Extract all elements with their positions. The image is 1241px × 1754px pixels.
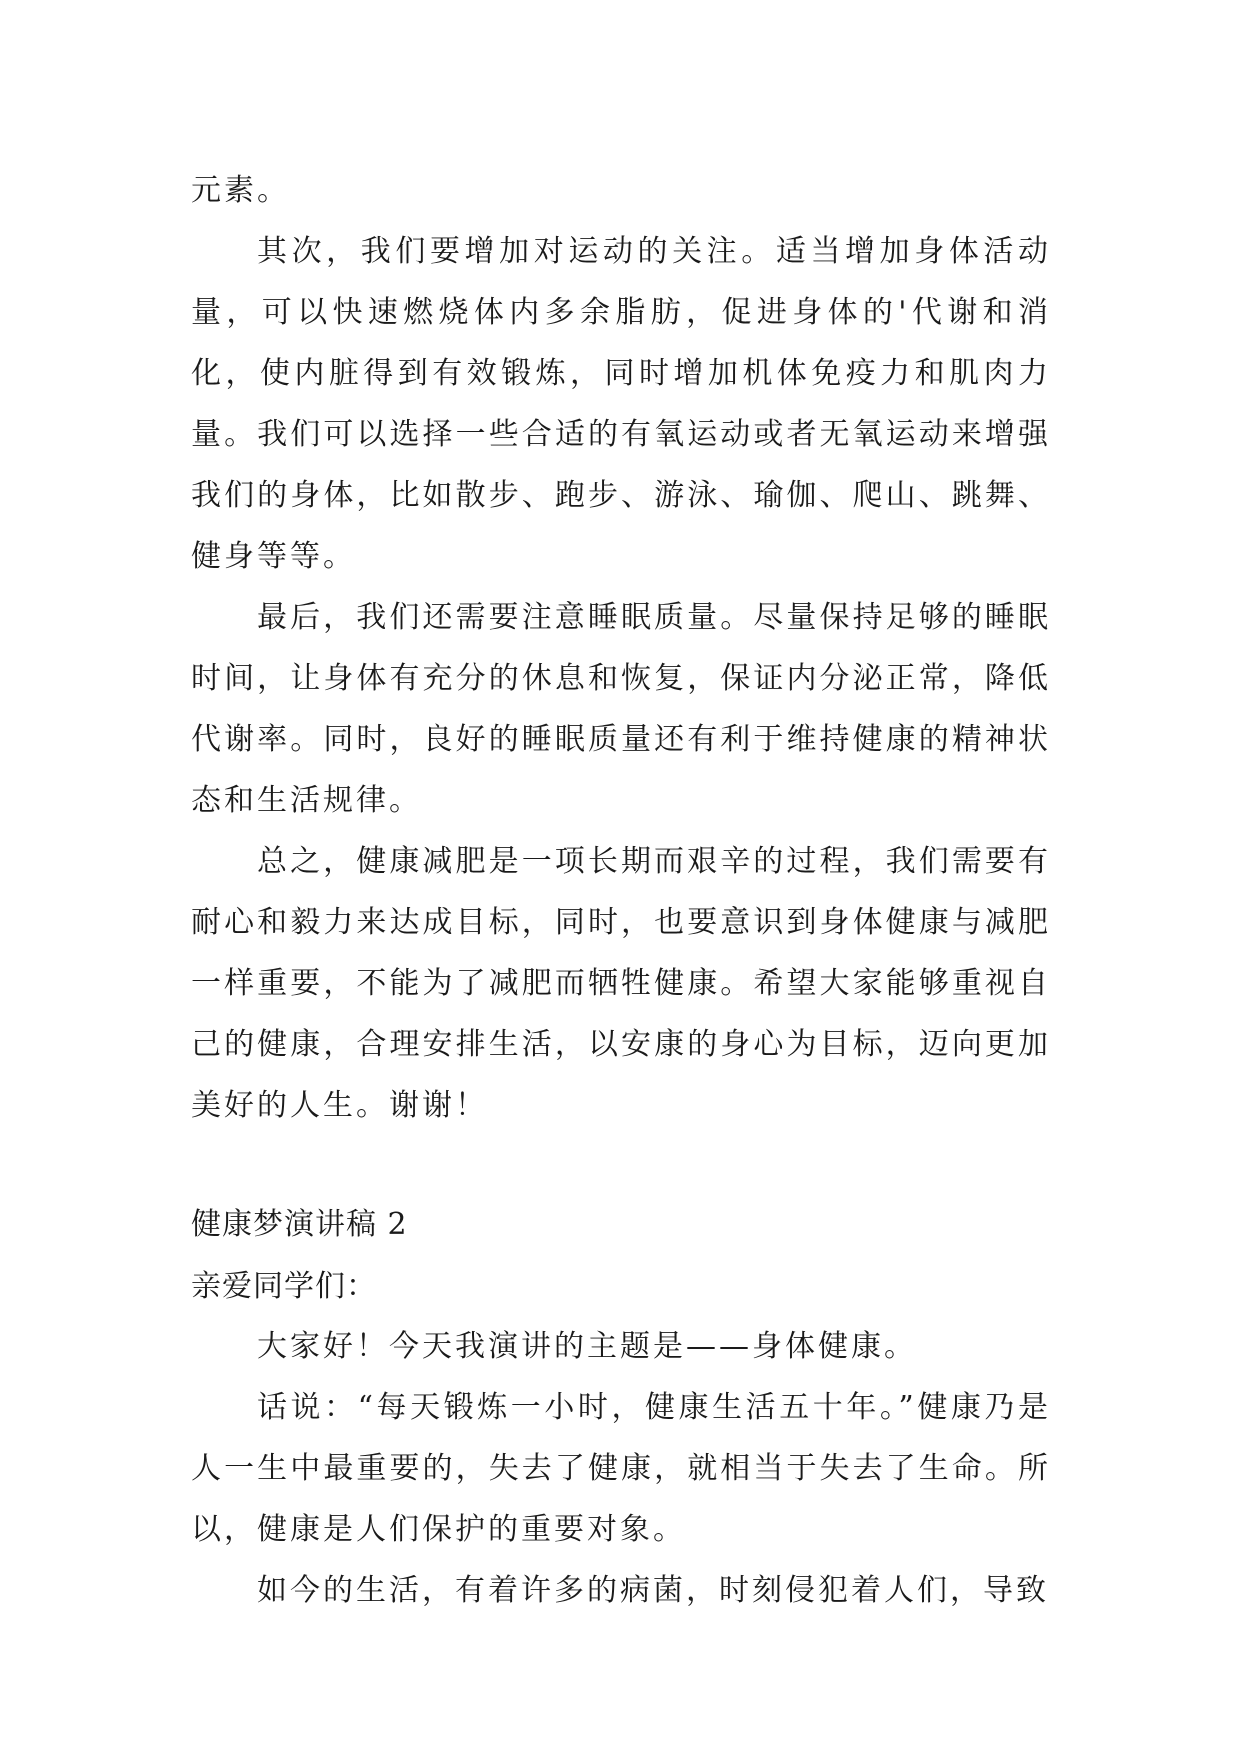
salutation: 亲爱同学们： bbox=[191, 1269, 377, 1304]
paragraph-greeting: 大家好！今天我演讲的主题是——身体健康。 bbox=[257, 1329, 917, 1364]
paragraph-exercise: 其次，我们要增加对运动的关注。适当增加身体活动量，可以快速燃烧体内多余脂肪，促进身体的'代谢和消化，使内脏得到有效锻炼，同时增加机体免疫力和肌肉力量。我们可以选择一些合适的有氧运动或者无氧运动来增强我们的身体，比如散步、跑步、游泳、瑜伽、爬山、跳舞、健身等等。 bbox=[191, 234, 1051, 574]
section-gap bbox=[191, 1136, 1051, 1200]
paragraph-continuation: 元素。 bbox=[191, 173, 290, 208]
paragraph-conclusion: 总之，健康减肥是一项长期而艰辛的过程，我们需要有耐心和毅力来达成目标，同时，也要意识到身体健康与减肥一样重要，不能为了减肥而牺牲健康。希望大家能够重视自己的健康，合理安排生活，以安康的身心为目标，迈向更加美好的人生。谢谢！ bbox=[191, 844, 1051, 1123]
paragraph-germs: 如今的生活，有着许多的病菌，时刻侵犯着人们，导致 bbox=[257, 1573, 1049, 1608]
section-title: 健康梦演讲稿 2 bbox=[191, 1207, 408, 1242]
paragraph-quote: 话说：“每天锻炼一小时，健康生活五十年。”健康乃是人一生中最重要的，失去了健康，就相当于失去了生命。所以，健康是人们保护的重要对象。 bbox=[191, 1390, 1051, 1547]
document-body bbox=[191, 160, 1051, 1621]
paragraph-sleep: 最后，我们还需要注意睡眠质量。尽量保持足够的睡眠时间，让身体有充分的休息和恢复，保证内分泌正常，降低代谢率。同时，良好的睡眠质量还有利于维持健康的精神状态和生活规律。 bbox=[191, 600, 1051, 818]
